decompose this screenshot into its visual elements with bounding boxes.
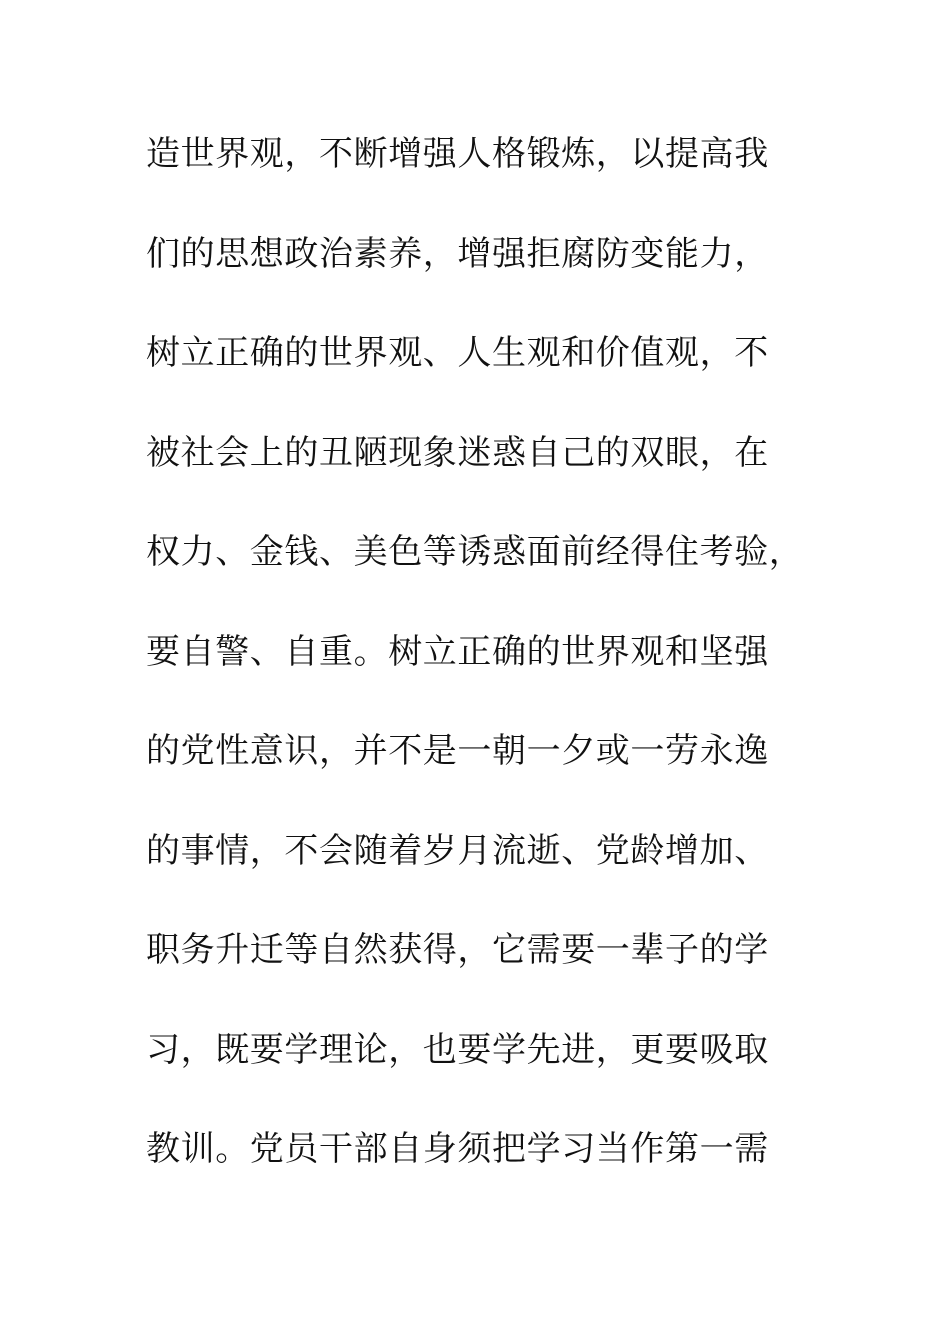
text-line: 权力、金钱、美色等诱惑面前经得住考验， [146, 532, 804, 572]
text-line: 被社会上的丑陋现象迷惑自己的双眼，在 [146, 432, 769, 473]
text-line: 教训。党员干部自身须把学习当作第一需 [146, 1129, 769, 1169]
text-line: 们的思想政治素养，增强拒腐防变能力， [146, 233, 769, 274]
text-line: 职务升迁等自然获得，它需要一辈子的学 [146, 930, 769, 970]
text-line: 树立正确的世界观、人生观和价值观，不 [146, 333, 769, 373]
text-line: 的事情，不会随着岁月流逝、党龄增加、 [146, 830, 769, 871]
text-line: 要自警、自重。树立正确的世界观和坚强 [146, 631, 769, 672]
text-line: 造世界观，不断增强人格锻炼，以提高我 [146, 134, 769, 174]
text-line: 习，既要学理论，也要学先进，更要吸取 [146, 1029, 769, 1070]
text-line: 的党性意识，并不是一朝一夕或一劳永逸 [146, 731, 769, 771]
body-text [146, 128, 806, 1223]
